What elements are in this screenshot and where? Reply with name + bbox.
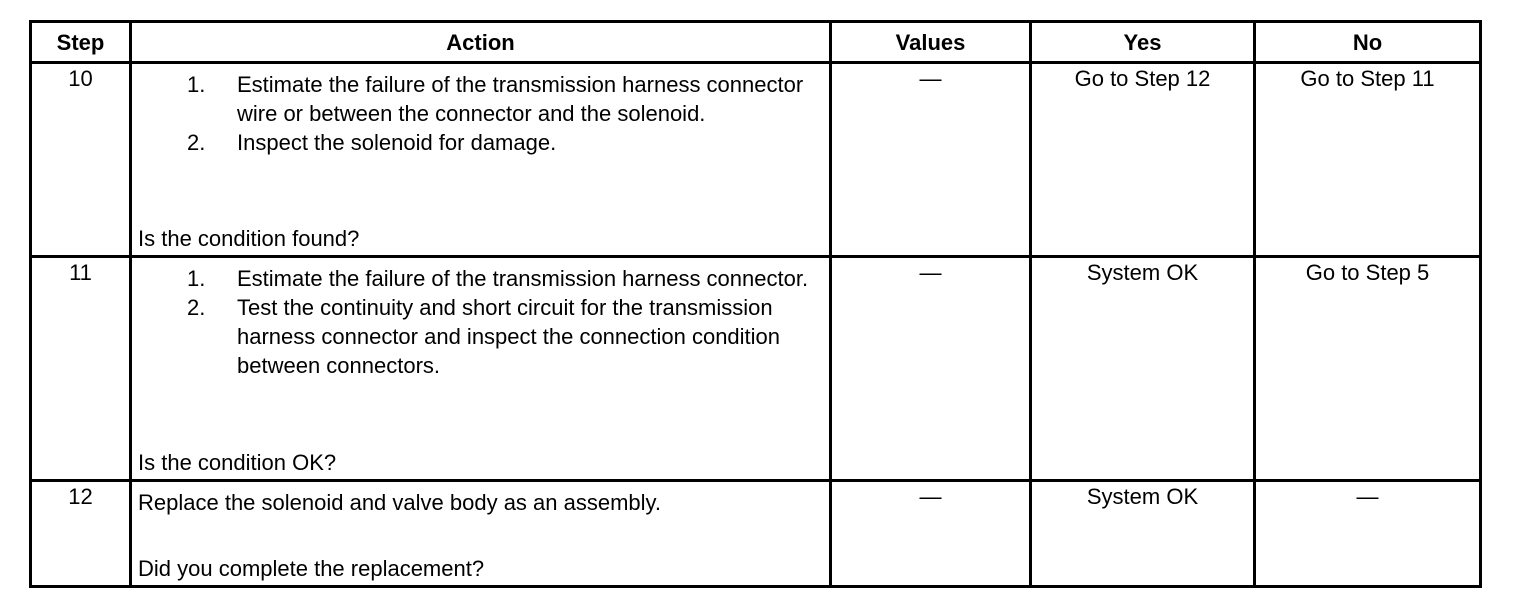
header-action: Action bbox=[131, 22, 831, 63]
values-text: — bbox=[919, 66, 942, 91]
values-cell bbox=[831, 63, 1031, 257]
header-step: Step bbox=[31, 22, 131, 63]
action-question: Is the condition found? bbox=[138, 226, 360, 251]
action-item bbox=[132, 128, 829, 157]
action-list bbox=[132, 64, 829, 157]
diagnostic-table bbox=[29, 20, 1482, 588]
no-result: — bbox=[1356, 484, 1379, 509]
header-values: Values bbox=[831, 22, 1031, 63]
action-item-number: 1. bbox=[187, 72, 206, 97]
no-cell bbox=[1255, 257, 1481, 481]
action-item bbox=[132, 70, 829, 128]
no-result: Go to Step 11 bbox=[1300, 66, 1435, 91]
action-content bbox=[132, 258, 829, 479]
action-item-text: Estimate the failure of the transmission harness connector wire or between the connector and the solenoid. bbox=[237, 72, 804, 126]
action-item-text: Test the continuity and short circuit for the transmission harness connector and inspect the connection condition between connectors. bbox=[237, 295, 781, 378]
yes-cell bbox=[1031, 257, 1255, 481]
action-item-number: 1. bbox=[187, 266, 206, 291]
yes-cell bbox=[1031, 63, 1255, 257]
step-number: 11 bbox=[31, 257, 131, 481]
action-item-text: Estimate the failure of the transmission harness connector. bbox=[237, 266, 809, 291]
no-cell bbox=[1255, 63, 1481, 257]
action-question: Is the condition OK? bbox=[138, 450, 337, 475]
values-cell bbox=[831, 257, 1031, 481]
step-number: 10 bbox=[31, 63, 131, 257]
no-cell bbox=[1255, 481, 1481, 587]
table-header bbox=[31, 22, 1481, 63]
action-question: Did you complete the replacement? bbox=[138, 556, 485, 581]
values-text: — bbox=[919, 260, 942, 285]
yes-cell bbox=[1031, 481, 1255, 587]
action-content bbox=[132, 64, 829, 255]
action-item bbox=[132, 264, 829, 293]
table-body bbox=[31, 63, 1481, 587]
header-no: No bbox=[1255, 22, 1481, 63]
action-text: Replace the solenoid and valve body as an assembly. bbox=[138, 490, 662, 515]
table-row-step-12 bbox=[31, 481, 1481, 587]
action-item-number: 2. bbox=[187, 130, 206, 155]
table-row-step-10 bbox=[31, 63, 1481, 257]
no-result: Go to Step 5 bbox=[1305, 260, 1430, 285]
action-item-number: 2. bbox=[187, 295, 206, 320]
header-yes: Yes bbox=[1031, 22, 1255, 63]
action-content bbox=[132, 482, 829, 585]
action-cell bbox=[131, 481, 831, 587]
yes-result: System OK bbox=[1086, 484, 1199, 509]
action-cell bbox=[131, 63, 831, 257]
action-item bbox=[132, 293, 829, 380]
action-item-text: Inspect the solenoid for damage. bbox=[237, 130, 557, 155]
yes-result: System OK bbox=[1086, 260, 1199, 285]
action-cell bbox=[131, 257, 831, 481]
values-cell bbox=[831, 481, 1031, 587]
table-row-step-11 bbox=[31, 257, 1481, 481]
step-number: 12 bbox=[31, 481, 131, 587]
action-list bbox=[132, 258, 829, 380]
yes-result: Go to Step 12 bbox=[1074, 66, 1211, 91]
header-row bbox=[31, 22, 1481, 63]
values-text: — bbox=[919, 484, 942, 509]
